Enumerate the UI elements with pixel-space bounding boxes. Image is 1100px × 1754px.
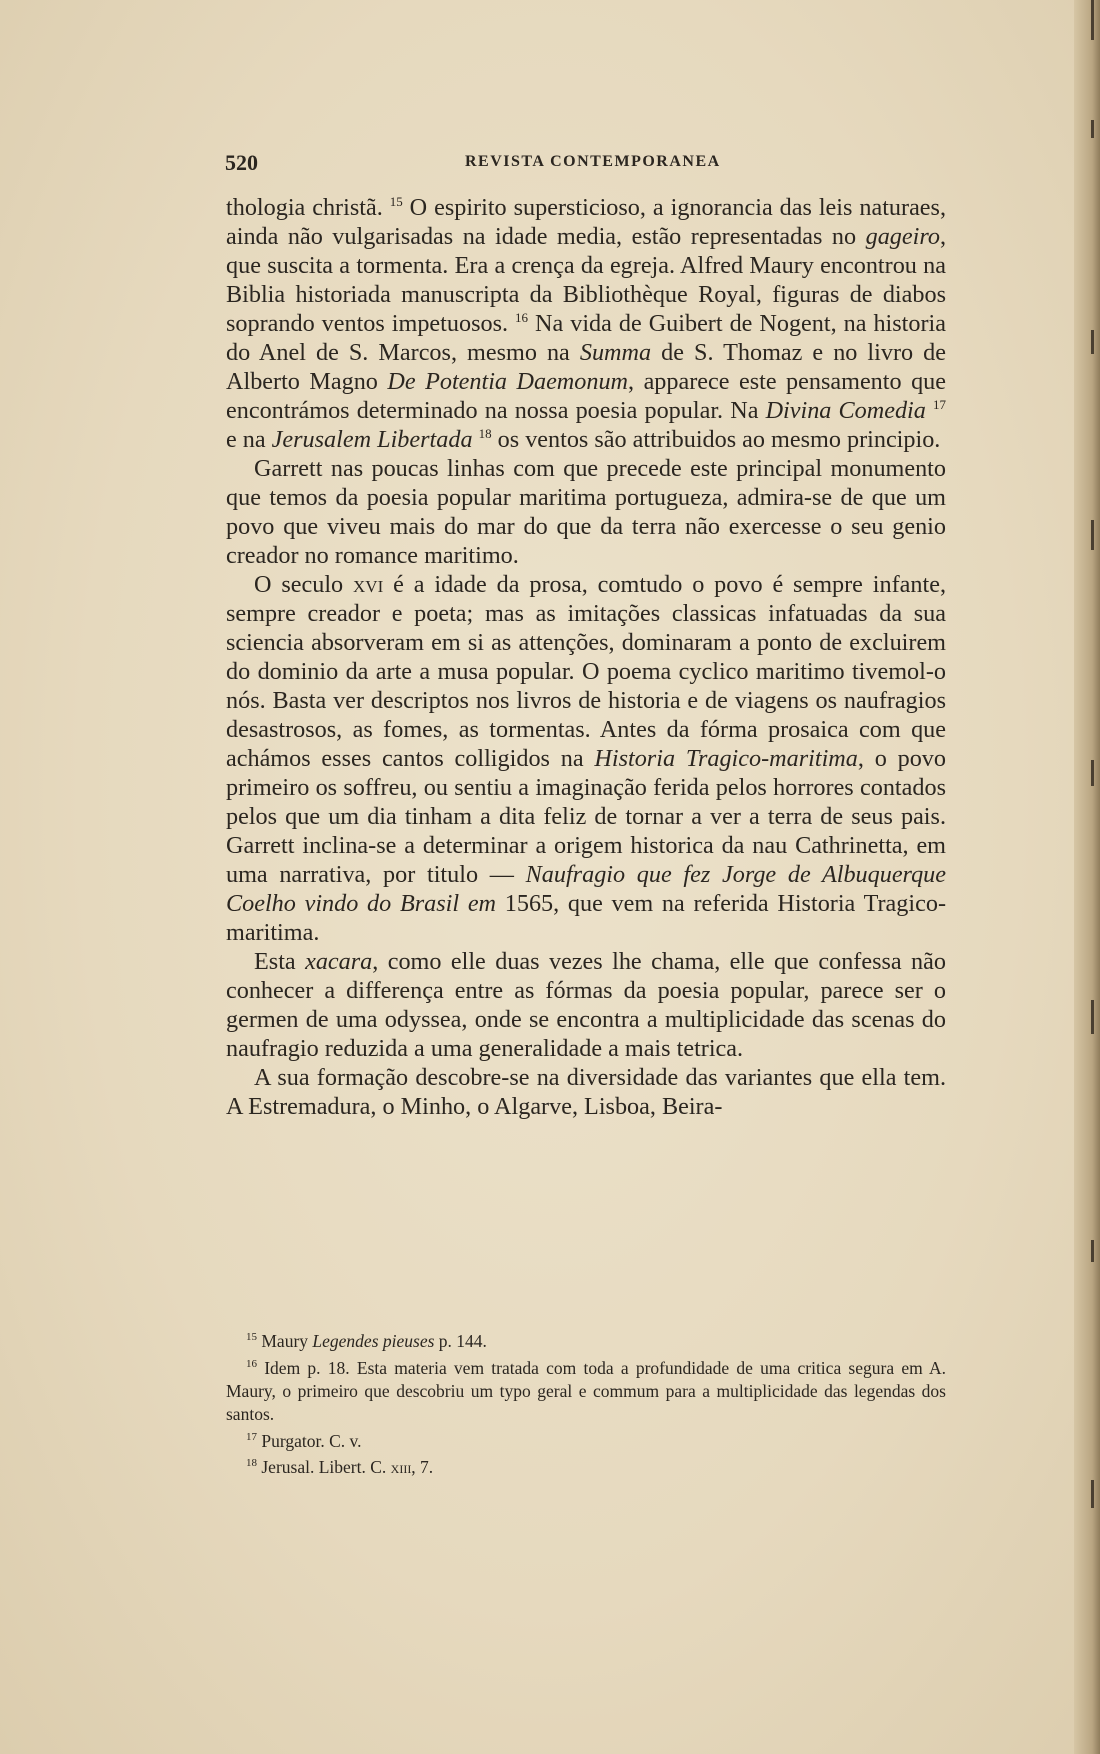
footnote [226,1353,946,1426]
footnote-text: Purgator. C. v. [257,1430,362,1451]
footnote-ref: 16 [515,309,529,325]
italic-term: Divina Comedia [765,397,926,424]
footnote-number: 15 [246,1331,257,1343]
italic-term: gageiro [865,223,940,250]
body-text [226,193,946,1121]
page-number: 520 [225,150,258,175]
footnote-text: Idem p. 18. Esta materia vem tratada com toda a profundidade de uma critica segura em A. Maury, o primeiro que descobriu um typo geral e commum para a multiplicidade das legendas dos santos. [226,1357,946,1424]
footnote-number: 18 [246,1457,257,1470]
footnote-ref: 17 [933,396,947,412]
paragraph: Garrett nas poucas linhas com que precede este principal monumento que temos da poesia popular maritima portugueza, admira-se de que um povo que viveu mais do mar do que da terra não exercesse o seu genio creador no romance maritimo. [226,455,946,569]
paragraph: A sua formação descobre-se na diversidade das variantes que ella tem. A Estremadura, o Minho, o Algarve, Lisboa, Beira- [226,1064,946,1120]
text-run: Esta [254,948,306,975]
footnote-ref: 15 [389,193,403,209]
footnote-number: 17 [246,1430,257,1443]
text-run: e na [226,426,272,453]
footnote [226,1426,946,1453]
footnote-number: 16 [246,1357,257,1370]
italic-term: Summa [579,339,652,366]
text-run: , apparece este pensamento que encontrámos determinado na nossa poesia popular. Na [226,368,946,424]
century-numeral: xvi [353,571,384,598]
italic-term: Jerusalem Libertada [271,426,473,453]
text-run: 1565, que vem na referida Historia Tragico-maritima. [226,890,946,946]
running-head: REVISTA CONTEMPORANEA [465,153,721,170]
italic-term: Naufragio que fez Jorge de Albuquerque Coelho vindo do Brasil em [226,861,946,917]
paragraph [226,193,946,454]
footnote [226,1452,946,1479]
italic-term: Historia Tragico-maritima [594,745,858,772]
footnote [226,1326,946,1353]
text-run: O seculo [254,571,354,598]
paragraph [226,947,946,1063]
italic-term: xacara [305,948,373,975]
text-run: é a idade da prosa, comtudo o povo é sempre infante, sempre creador e poeta; mas as imitações classicas infatuadas da sua sciencia absorveram em si as attenções, dominaram a ponto de excluirem do dominio da arte a musa popular. O poema cyclico maritimo tivemol-o nós. Basta ver descriptos nos livros de historia e de viagens os naufragios desastrosos, as fomes, as tormentas. Antes da fórma prosaica com que achámos esses cantos colligidos na [226,571,946,772]
text-run: os ventos são attribuidos ao mesmo principio. [491,426,941,453]
page-header [225,150,955,180]
text-run: , como elle duas vezes lhe chama, elle que confessa não conhecer a differença entre as fórmas da poesia popular, parece ser o germen de uma odyssea, onde se encontra a multiplicidade das scenas do naufragio reduzida a uma generalidade a mais tetrica. [226,948,946,1062]
text-run: O espirito supersticioso, a ignorancia das leis naturaes, ainda não vulgarisadas na idade media, estão representadas no [226,194,947,250]
text-run: , que suscita a tormenta. Era a crença da egreja. Alfred Maury encontrou na Biblia historiada manuscripta da Bibliothèque Royal, figuras de diabos soprando ventos impetuosos. [226,223,946,337]
text-run: Na vida de Guibert de Nogent, na historia do Anel de S. Marcos, mesmo na [226,310,946,366]
text-run: , o povo primeiro os soffreu, ou sentiu a imaginação ferida pelos horrores contados pelos que um dia tinham a dita feliz de tornar a ver a terra de seus pais. Garrett inclina-se a determinar a origem historica da nau Cathrinetta, em uma narrativa, por titulo — [226,745,946,888]
footnote-text: p. 144. [434,1330,487,1351]
footnote-ref: 18 [478,425,492,441]
paragraph [226,570,946,947]
italic-term: De Potentia Daemonum [387,368,629,395]
footnotes [226,1326,946,1479]
footnote-italic: Legendes pieuses [312,1330,435,1351]
footnote-text: Jerusal. Libert. C. [257,1457,391,1478]
text-run: thologia christã. [226,194,383,221]
footnote-text: xiii, 7. [390,1457,434,1478]
text-run: de S. Thomaz e no livro de Alberto Magno [226,339,946,395]
page-edge [1074,0,1100,1754]
footnote-text: Maury [257,1330,313,1351]
